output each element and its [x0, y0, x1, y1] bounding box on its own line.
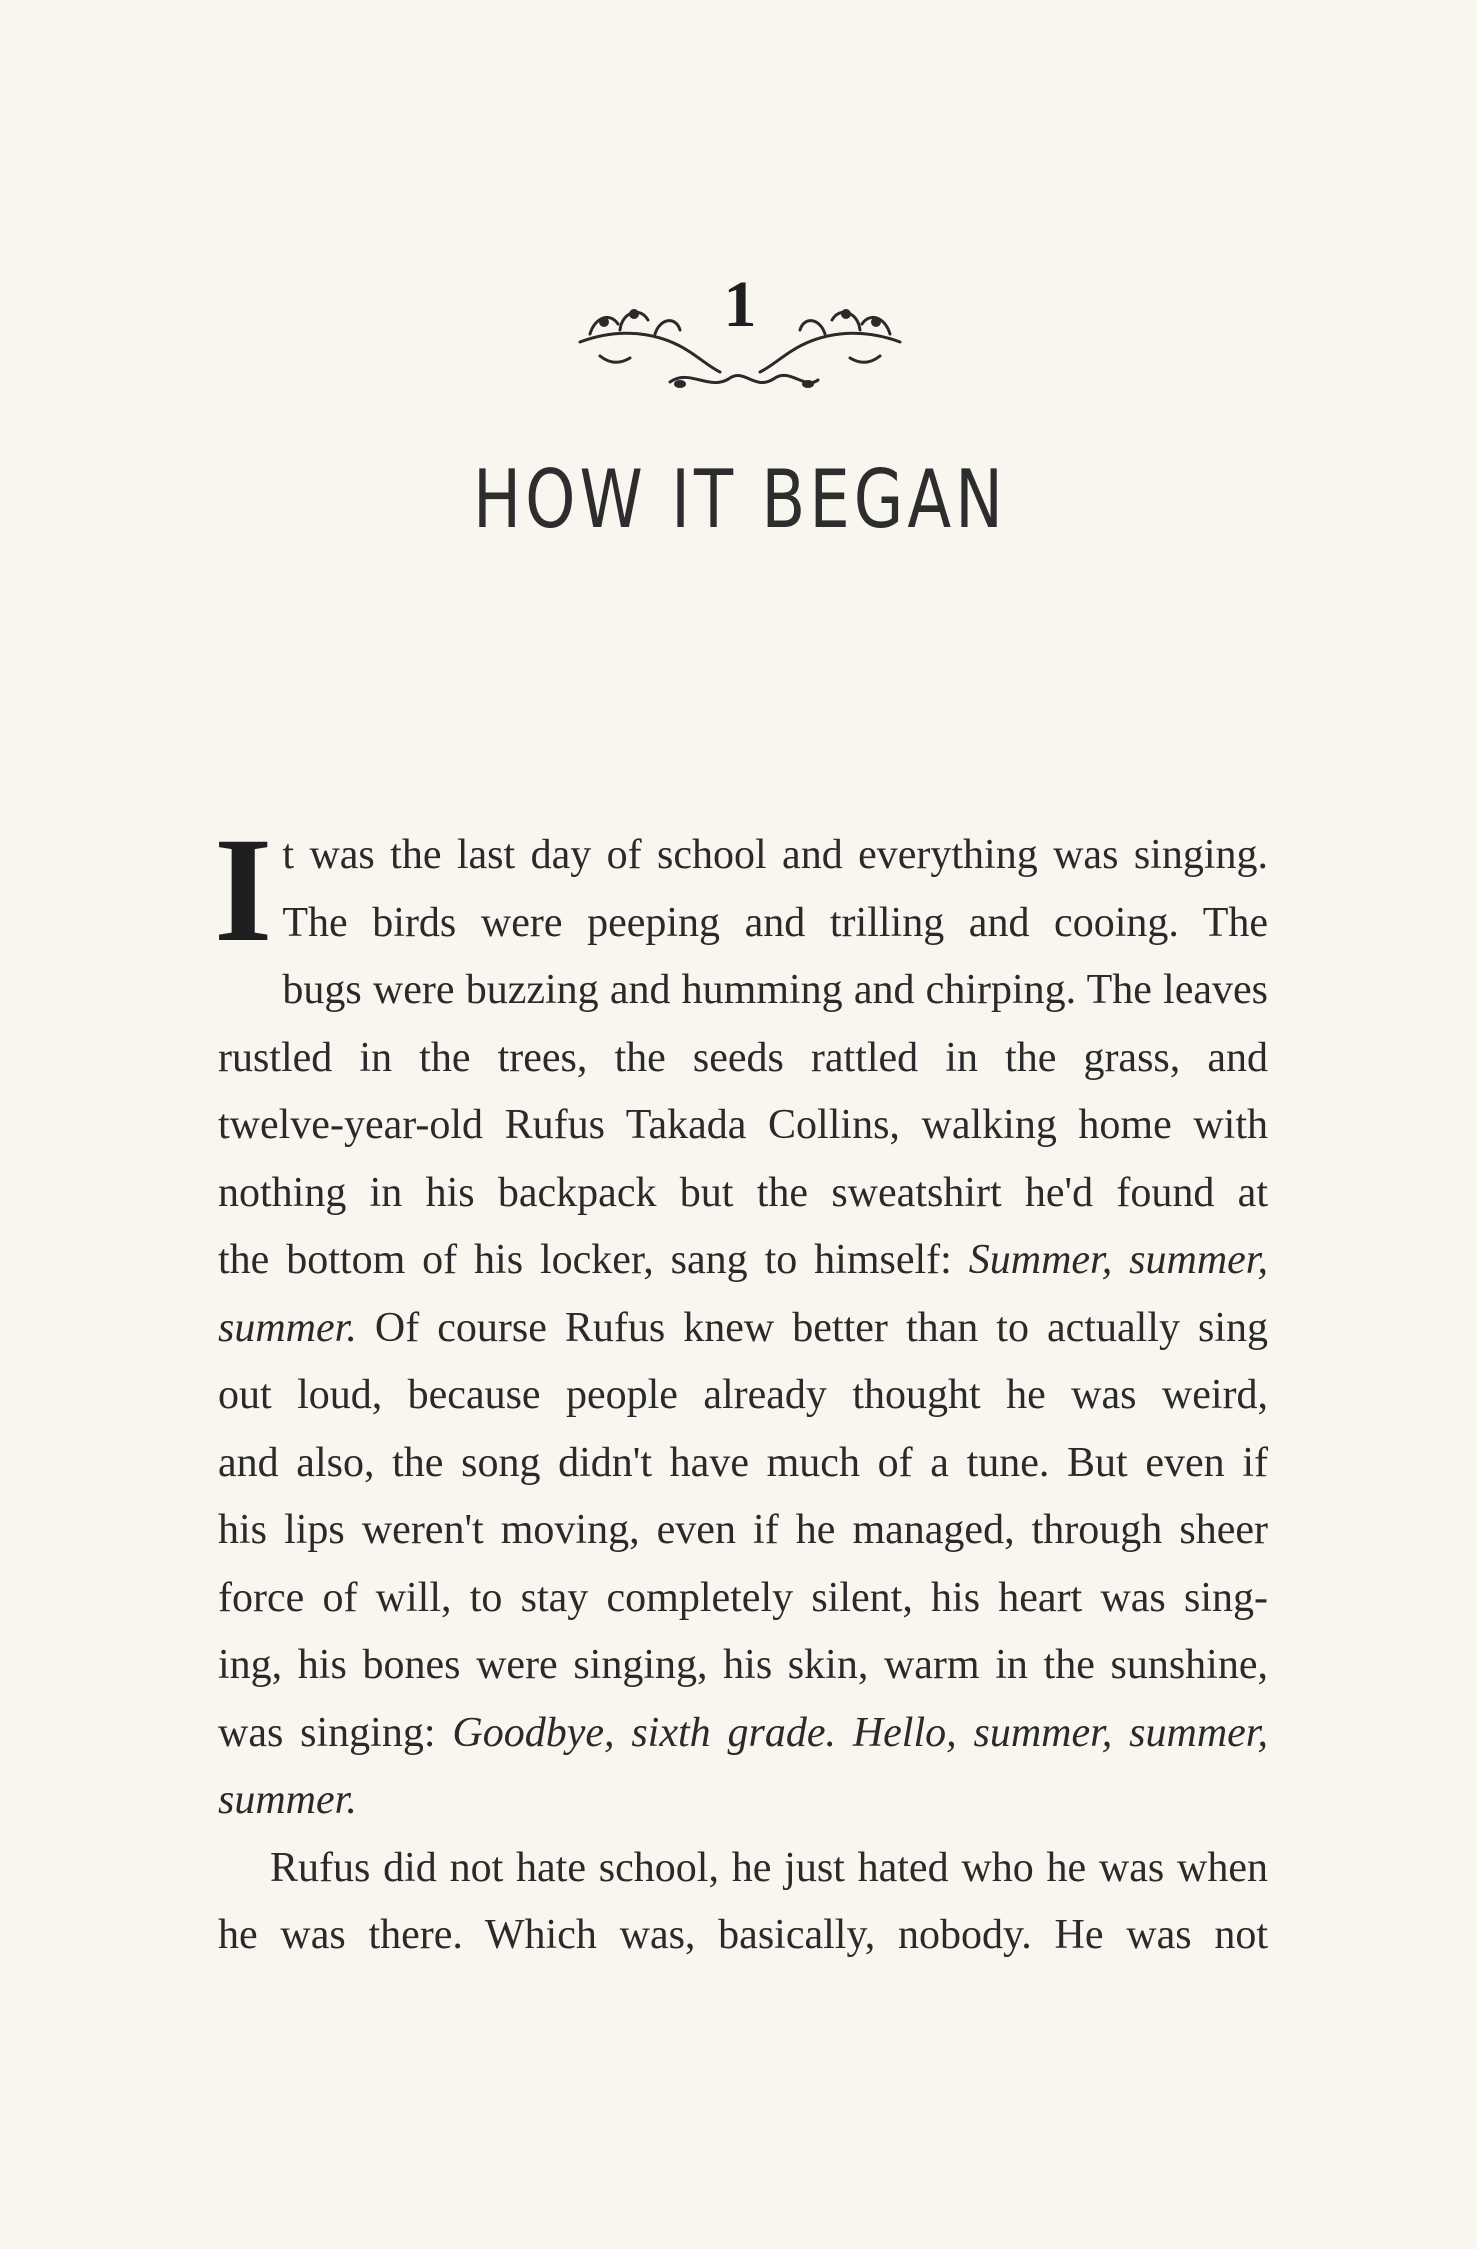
- text-line: nothing in his backpack but the sweatshirt he'd found at: [218, 1169, 1268, 1216]
- text-line: ing, his bones were singing, his skin, warm in the sunshine,: [218, 1642, 1268, 1688]
- text-line: out loud, because people already thought he was weird,: [218, 1372, 1268, 1418]
- text-line: [218, 1295, 1268, 1363]
- text-line: force of will, to stay completely silent, his heart was sing-: [218, 1574, 1268, 1621]
- text-line: [218, 1227, 1268, 1295]
- body-text: [214, 807, 1268, 1970]
- chapter-ornament: [560, 268, 920, 402]
- drop-cap: I: [214, 807, 273, 973]
- italic-text: Summer, summer,: [968, 1237, 1268, 1283]
- text-line: t was the last day of school and everything was singing.: [282, 832, 1268, 878]
- italic-text: summer.: [218, 1304, 357, 1351]
- chapter-title: HOW IT BEGAN: [472, 453, 1008, 546]
- text-line: he was there. Which was, basically, nobody. He was not: [218, 1912, 1268, 1958]
- text-line: rustled in the trees, the seeds rattled in the grass, and: [218, 1034, 1268, 1081]
- italic-text: Goodbye, sixth grade. Hello, summer, summer,: [452, 1709, 1268, 1756]
- text-segment: Of course Rufus knew better than to actually sing: [356, 1304, 1268, 1351]
- text-line: summer.: [218, 1777, 357, 1823]
- text-line: bugs were buzzing and humming and chirping. The leaves: [282, 967, 1268, 1013]
- text-line: The birds were peeping and trilling and cooing. The: [282, 899, 1268, 946]
- text-line: [218, 1700, 1268, 1768]
- chapter-number: 1: [723, 268, 757, 341]
- text-segment: the bottom of his locker, sang to himself:: [218, 1237, 969, 1283]
- paragraph-2: [218, 1835, 1268, 1970]
- text-line: his lips weren't moving, even if he managed, through sheer: [218, 1507, 1268, 1553]
- text-line: and also, the song didn't have much of a tune. But even if: [218, 1439, 1268, 1486]
- text-line: twelve-year-old Rufus Takada Collins, walking home with: [218, 1102, 1268, 1148]
- text-segment: was singing:: [218, 1709, 453, 1756]
- paragraph-1: [214, 807, 1268, 1835]
- text-line: Rufus did not hate school, he just hated who he was when: [270, 1844, 1268, 1891]
